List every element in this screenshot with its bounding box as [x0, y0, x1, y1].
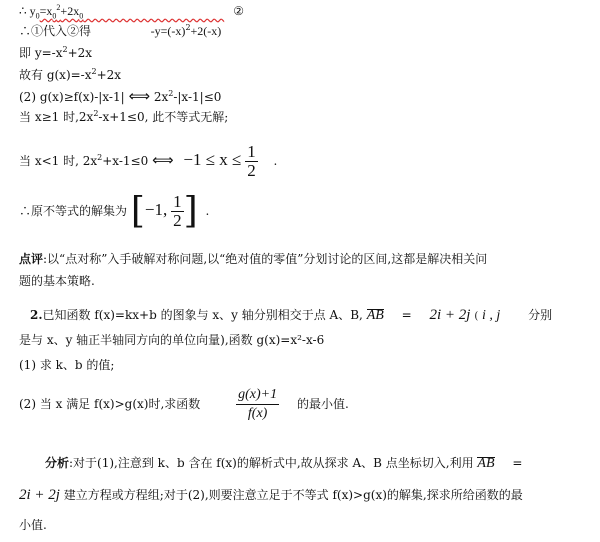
- analysis-line-1: [45, 455, 522, 472]
- line-case-x-lt-1: 当 x<1 时, $2x^2+x-1\le 0$ ⟺ −1 ≤ x ≤ $\frac{1}{2}$ .: [19, 142, 278, 180]
- text-solution-set: ∴原不等式的解集为: [19, 204, 128, 218]
- math-interval: −1 ≤ x ≤: [183, 150, 242, 169]
- vector-2i-2j: 2i + 2j: [429, 307, 471, 323]
- analysis-line-2: [19, 487, 523, 503]
- fraction-g-over-f: [236, 386, 279, 423]
- line-case-x-ge-1: 当 x≥1 时$,2x^2-x+1\le 0$, 此不等式无解;: [19, 109, 229, 124]
- text-case2-rest: +x-1≤0: [102, 154, 149, 168]
- iff-arrow-icon: ⟺: [152, 151, 174, 169]
- question2-line-1: [30, 307, 552, 325]
- question2-part2-end: 的最小值.: [296, 397, 349, 411]
- text-neg-y: -y=(-x): [150, 24, 186, 38]
- analysis-text-2: 建立方程或方程组;对于(2),则要注意立足于不等式 f(x)>g(x)的解集,探求所给函数的最: [63, 488, 523, 502]
- analysis-text-1: :对于(1),注意到 k、b 含在 f(x)的解析式中,故从探求 A、B 点坐标切入,利用: [69, 456, 474, 470]
- iff-arrow-icon: ⟺: [128, 87, 150, 105]
- text-2x: 2x: [153, 90, 169, 104]
- fraction-half: [245, 143, 258, 180]
- text-y0: ∴ y: [19, 4, 36, 18]
- equals-sign: =: [512, 456, 523, 470]
- vector-ab: AB: [477, 456, 495, 471]
- text-plus-2negx: +2(-x): [190, 24, 222, 38]
- line-g-of-x: 故有 $g(x)=-x^2+2x$: [19, 67, 122, 82]
- circled-two: ②: [233, 4, 244, 18]
- fraction-numerator: 1: [173, 192, 182, 211]
- fraction-numerator: 1: [247, 142, 256, 161]
- left-bracket: [: [130, 190, 145, 232]
- text-gx-ge: (2) g(x)≥f(x)-|x-1|: [19, 90, 125, 104]
- text-eq-x0: =x: [39, 4, 53, 18]
- vector-ab: AB: [366, 308, 384, 323]
- open-paren: (: [474, 311, 479, 322]
- text-y-eq: 即 y=-x: [19, 46, 63, 60]
- text-plus-2x-2: +2x: [96, 68, 122, 82]
- question-number: 2.: [30, 308, 43, 322]
- commentary-label: 点评: [19, 252, 44, 266]
- text-x0-expression: $=x_0^2+2x_0$: [39, 3, 84, 21]
- text-plus-2x0: +2x: [60, 4, 80, 18]
- vectors-i-j: i , j: [482, 308, 501, 323]
- question2-line-4: [19, 384, 349, 424]
- line-y-equals: 即 $y=-x^2+2x$: [19, 45, 93, 60]
- commentary-line-1: [19, 251, 487, 267]
- question2-line-2: [19, 332, 324, 348]
- analysis-text-3: 小值.: [19, 518, 47, 532]
- period: .: [205, 204, 210, 218]
- text-gx: 故有 g(x)=-x: [19, 68, 92, 82]
- text-abs-le0: -|x-1|≤0: [173, 90, 222, 104]
- question2-part1: (1) 求 k、b 的值;: [19, 358, 115, 372]
- analysis-line-3: [19, 517, 47, 533]
- fraction-denominator: f(x): [247, 406, 268, 421]
- question2-text-1-end: 分别: [528, 308, 553, 322]
- vector-2i-2j: 2i + 2j: [19, 487, 60, 503]
- line-solution-set: [19, 190, 209, 231]
- text-case1-rest: -x+1≤0, 此不等式无解;: [98, 110, 229, 124]
- right-bracket: ]: [183, 190, 198, 232]
- question2-text-1: 已知函数 f(x)=kx+b 的图象与 x、y 轴分别相交于点 A、B,: [42, 308, 363, 322]
- text-plus-2x: +2x: [67, 46, 93, 60]
- fraction-denominator: 2: [247, 161, 256, 180]
- fraction-numerator: g(x)+1: [236, 386, 279, 405]
- period: .: [273, 154, 278, 168]
- math-neg-one: −1,: [144, 200, 168, 219]
- question2-part2: (2) 当 x 满足 f(x)>g(x)时,求函数: [19, 397, 201, 411]
- text-case2: 当 x<1 时, 2x: [19, 154, 98, 168]
- question2-text-2: 是与 x、y 轴正半轴同方向的单位向量),函数 g(x)=x²-x-6: [19, 333, 325, 347]
- commentary-text-2: 题的基本策略.: [19, 274, 95, 288]
- line-y0-equation: ∴ $y_0=x_0^2+2x_0$ ②: [19, 3, 244, 21]
- line-substitute: ∴①代入②得 $-y=(-x)^2+2(-x)$: [19, 23, 222, 38]
- fraction-denominator: 2: [173, 211, 182, 230]
- commentary-text-1: :以“点对称”入手破解对称问题,以“绝对值的零值”分划讨论的区间,这都是解决相关问: [43, 252, 488, 266]
- question2-line-3: [19, 357, 114, 373]
- equals-sign: =: [401, 308, 412, 322]
- analysis-label: 分析: [45, 456, 70, 470]
- text-substitute: ∴①代入②得: [19, 24, 92, 38]
- text-case1: 当 x≥1 时,2x: [19, 110, 94, 124]
- line-part2-inequality: (2) g(x)≥f(x)-|x-1| ⟺ $2x^2-|x-1|\le 0$: [19, 87, 222, 105]
- commentary-line-2: [19, 273, 95, 289]
- fraction-half-2: [171, 193, 184, 230]
